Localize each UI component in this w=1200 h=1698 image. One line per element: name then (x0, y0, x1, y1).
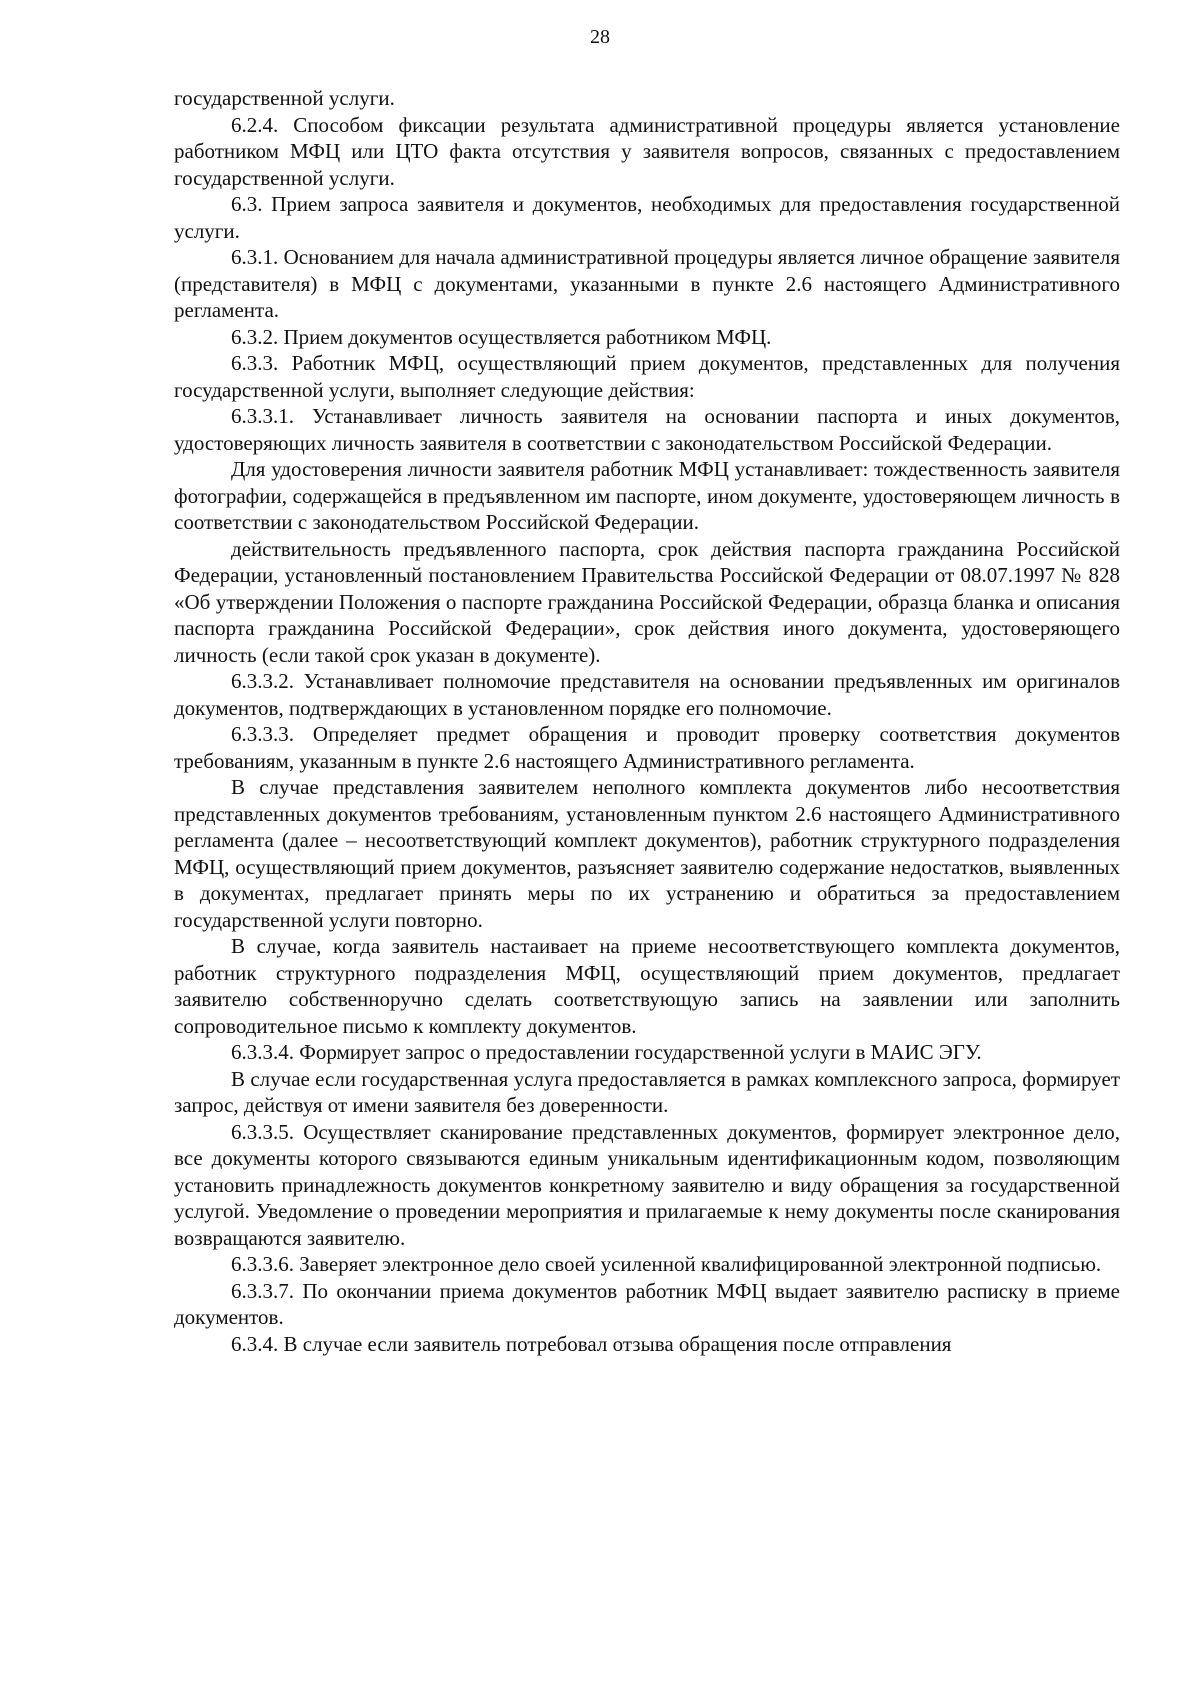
paragraph: 6.2.4. Способом фиксации результата административной процедуры является установление работником МФЦ или ЦТО факта отсутствия у заявителя вопросов, связанных с предоставлением государственной услуги. (174, 112, 1120, 190)
paragraph: государственной услуги. (174, 86, 395, 110)
paragraph: 6.3.3.4. Формирует запрос о предоставлении государственной услуги в МАИС ЭГУ. (231, 1040, 982, 1064)
paragraph: В случае, когда заявитель настаивает на приеме несоответствующего комплекта документов, работник структурного подразделения МФЦ, осуществляющий прием документов, предлагает заявителю собственноручно сделать соответствующую запись на заявлении или заполнить сопроводительное письмо к комплекту документов. (174, 934, 1120, 1038)
paragraph: 6.3.2. Прием документов осуществляется работником МФЦ. (231, 324, 772, 349)
paragraph: В случае представления заявителем неполного комплекта документов либо несоответствия представленных документов требованиям, установленным пунктом 2.6 настоящего Административного регламента (далее – несоответствующий комплект документов), работник структурного подразделения МФЦ, осуществляющий прием документов, разъясняет заявителю содержание недостатков, выявленных в документах, предлагает принять меры по их устранению и обратиться за предоставлением государственной услуги повторно. (174, 775, 1120, 932)
paragraph: 6.3.3.2. Устанавливает полномочие представителя на основании предъявленных им оригиналов документов, подтверждающих в установленном порядке его полномочие. (174, 669, 1120, 720)
paragraph: 6.3.3.6. Заверяет электронное дело своей усиленной квалифицированной электронной подписью. (231, 1252, 1102, 1276)
paragraph: 6.3.3.3. Определяет предмет обращения и проводит проверку соответствия документов требованиям, указанным в пункте 2.6 настоящего Административного регламента. (174, 722, 1120, 773)
paragraph: В случае если государственная услуга предоставляется в рамках комплексного запроса, формирует запрос, действуя от имени заявителя без доверенности. (174, 1066, 1120, 1117)
paragraph: 6.3.4. В случае если заявитель потребовал отзыва обращения после отправления (231, 1331, 952, 1356)
paragraph: Для удостоверения личности заявителя работник МФЦ устанавливает: тождественность заявителя фотографии, содержащейся в предъявленном им паспорте, ином документе, удостоверяющем личность в соответствии с законодательством Российской Федерации. (174, 457, 1120, 534)
page-number: 28 (590, 26, 610, 48)
paragraph: 6.3.3. Работник МФЦ, осуществляющий прием документов, представленных для получения государственной услуги, выполняет следующие действия: (174, 351, 1120, 402)
paragraph: 6.3.1. Основанием для начала административной процедуры является личное обращение заявителя (представителя) в МФЦ с документами, указанными в пункте 2.6 настоящего Административного регламента. (174, 245, 1120, 322)
paragraph: 6.3.3.1. Устанавливает личность заявителя на основании паспорта и иных документов, удостоверяющих личность заявителя в соответствии с законодательством Российской Федерации. (174, 404, 1120, 455)
document-body (174, 85, 1120, 1357)
paragraph: действительность предъявленного паспорта, срок действия паспорта гражданина Российской Федерации, установленный постановлением Правительства Российской Федерации от 08.07.1997 № 828 «Об утверждении Положения о паспорте гражданина Российской Федерации, образца бланка и описания паспорта гражданина Российской Федерации», срок действия иного документа, удостоверяющего личность (если такой срок указан в документе). (174, 536, 1120, 667)
paragraph: 6.3. Прием запроса заявителя и документов, необходимых для предоставления государственной услуги. (174, 192, 1120, 243)
paragraph: 6.3.3.7. По окончании приема документов работник МФЦ выдает заявителю расписку в приеме документов. (174, 1278, 1120, 1329)
paragraph: 6.3.3.5. Осуществляет сканирование представленных документов, формирует электронное дело, все документы которого связываются единым уникальным идентификационным кодом, позволяющим установить принадлежность документов конкретному заявителю и виду обращения за государственной услугой. Уведомление о проведении мероприятия и прилагаемые к нему документы после сканирования возвращаются заявителю. (174, 1119, 1120, 1250)
